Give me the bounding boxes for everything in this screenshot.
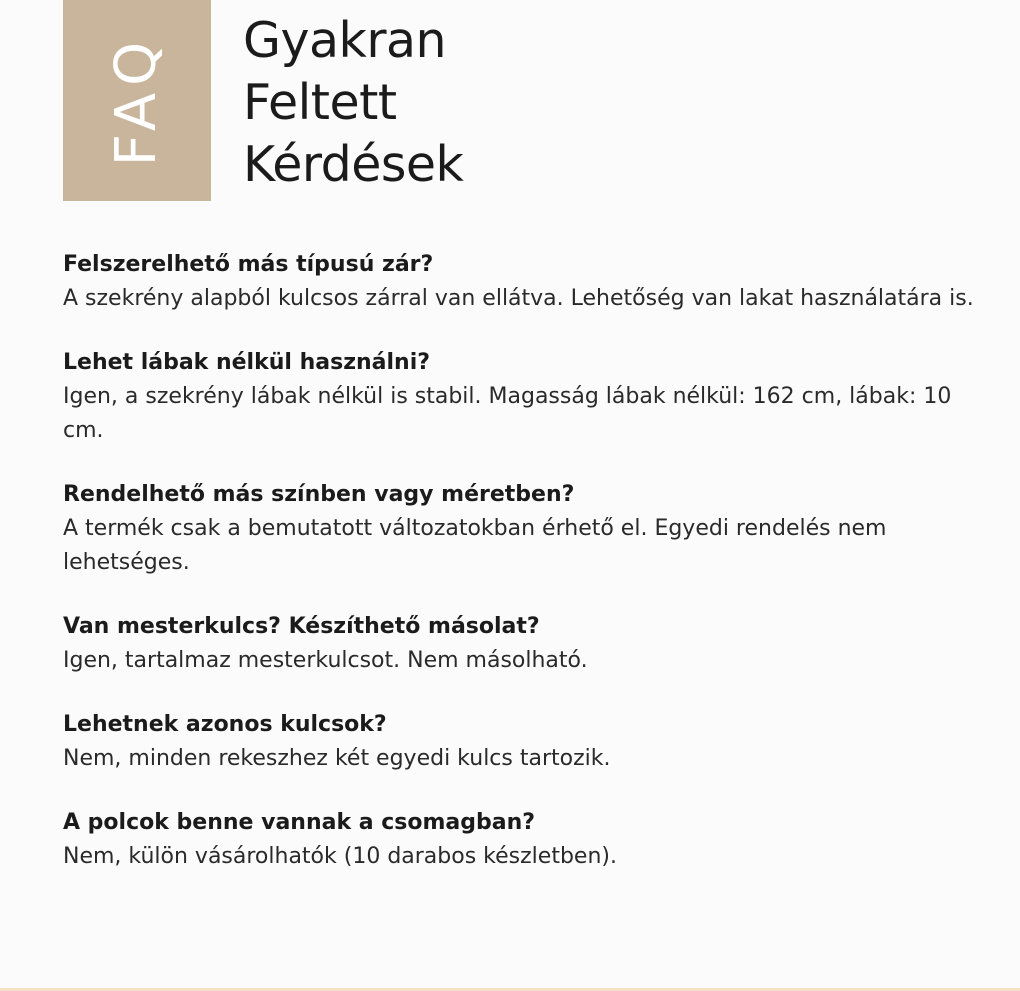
faq-answer: Nem, külön vásárolhatók (10 darabos készletben). — [63, 844, 617, 869]
page-title-line-1: Gyakran — [243, 12, 447, 69]
faq-item — [63, 610, 993, 678]
faq-answer: Igen, a szekrény lábak nélkül is stabil. Magasság lábak nélkül: 162 cm, lábak: 10 cm. — [63, 384, 952, 443]
faq-list — [63, 248, 993, 904]
faq-item — [63, 478, 993, 580]
faq-item — [63, 346, 993, 448]
faq-question: Felszerelhető más típusú zár? — [63, 252, 434, 277]
faq-badge — [63, 0, 211, 201]
faq-question: Lehet lábak nélkül használni? — [63, 350, 431, 375]
faq-answer: A termék csak a bemutatott változatokban érhető el. Egyedi rendelés nem lehetséges. — [63, 516, 887, 575]
faq-answer: Nem, minden rekeszhez két egyedi kulcs tartozik. — [63, 746, 611, 771]
faq-answer: A szekrény alapból kulcsos zárral van ellátva. Lehetőség van lakat használatára is. — [63, 286, 974, 311]
faq-question: Rendelhető más színben vagy méretben? — [63, 482, 575, 507]
page-title-line-3: Kérdések — [243, 136, 464, 193]
faq-question: Lehetnek azonos kulcsok? — [63, 712, 387, 737]
faq-question: A polcok benne vannak a csomagban? — [63, 810, 536, 835]
faq-question: Van mesterkulcs? Készíthető másolat? — [63, 614, 540, 639]
faq-item — [63, 806, 993, 874]
faq-answer: Igen, tartalmaz mesterkulcsot. Nem másolható. — [63, 648, 588, 673]
faq-item — [63, 248, 993, 316]
page-title-line-2: Feltett — [243, 74, 397, 131]
faq-badge-label: FAQ — [104, 33, 169, 167]
page-title — [243, 10, 463, 196]
faq-item — [63, 708, 993, 776]
